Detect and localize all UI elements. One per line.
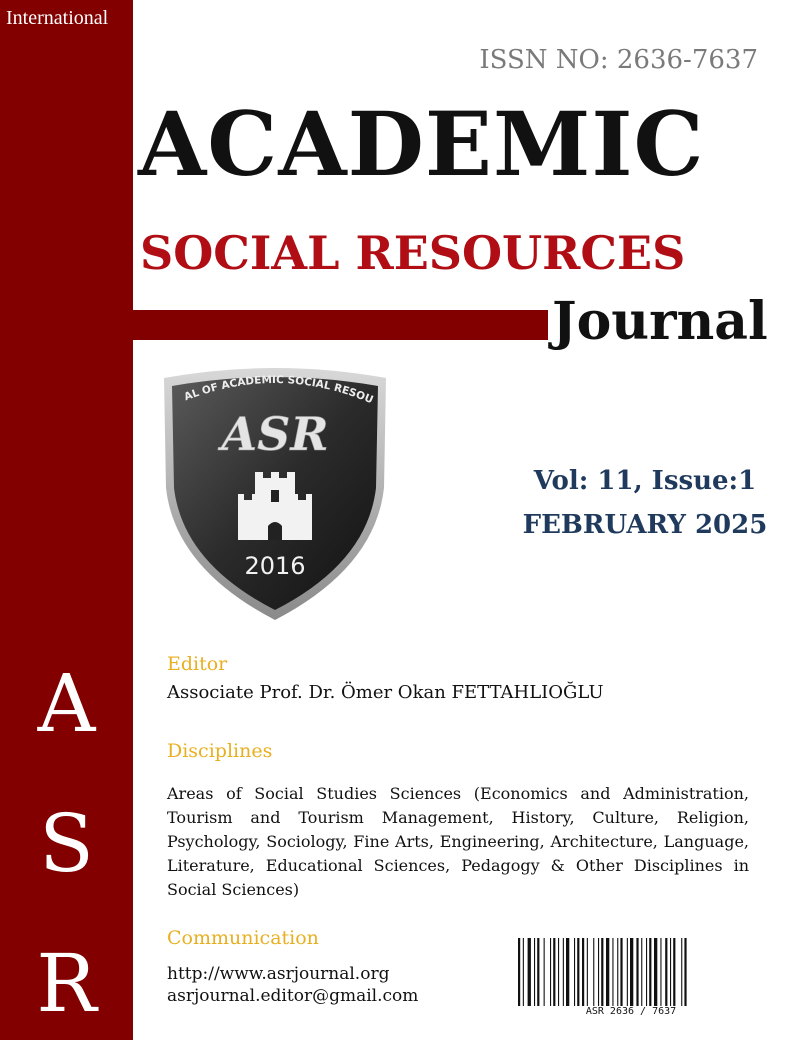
- sidebar-letter-r: R: [36, 937, 97, 1030]
- email-link[interactable]: asrjournal.editor@gmail.com: [167, 986, 419, 1006]
- international-label: International: [6, 7, 109, 29]
- barcode: [516, 938, 746, 1024]
- journal-logo-shield: [160, 368, 390, 623]
- editor-name: Associate Prof. Dr. Ömer Okan FETTAHLIOĞLU: [167, 682, 604, 703]
- logo-arc-text: AL OF ACADEMIC SOCIAL RESOU: [182, 373, 375, 407]
- disciplines-label: Disciplines: [167, 740, 273, 762]
- barcode-label: ASR 2636 / 7637: [516, 1006, 746, 1017]
- logo-monogram: ASR: [221, 407, 329, 461]
- barcode-bars: [516, 938, 746, 1008]
- website-link[interactable]: http://www.asrjournal.org: [167, 964, 390, 984]
- editor-label: Editor: [167, 653, 228, 675]
- journal-title-journal: Journal: [552, 291, 768, 352]
- sidebar-letter-a: A: [37, 657, 96, 750]
- issn-number: ISSN NO: 2636-7637: [479, 45, 758, 75]
- volume-issue: Vol: 11, Issue:1: [533, 466, 757, 496]
- issue-date: FEBRUARY 2025: [522, 510, 768, 540]
- disciplines-text: Areas of Social Studies Sciences (Economics and Administration, Tourism and Tourism Management, History, Culture, Religion, Psychology, Sociology, Fine Arts, Engineering, Architecture, Language, Literature, Educational Sciences, Pedagogy & Other Disciplines in Social Sciences): [167, 784, 749, 899]
- logo-year: 2016: [244, 552, 306, 580]
- sidebar-letter-s: S: [39, 797, 94, 890]
- communication-label: Communication: [167, 927, 319, 949]
- title-divider-bar: [133, 310, 548, 340]
- journal-title-academic: ACADEMIC: [138, 92, 705, 196]
- journal-title-social-resources: SOCIAL RESOURCES: [140, 226, 686, 280]
- left-sidebar-band: [0, 0, 133, 1040]
